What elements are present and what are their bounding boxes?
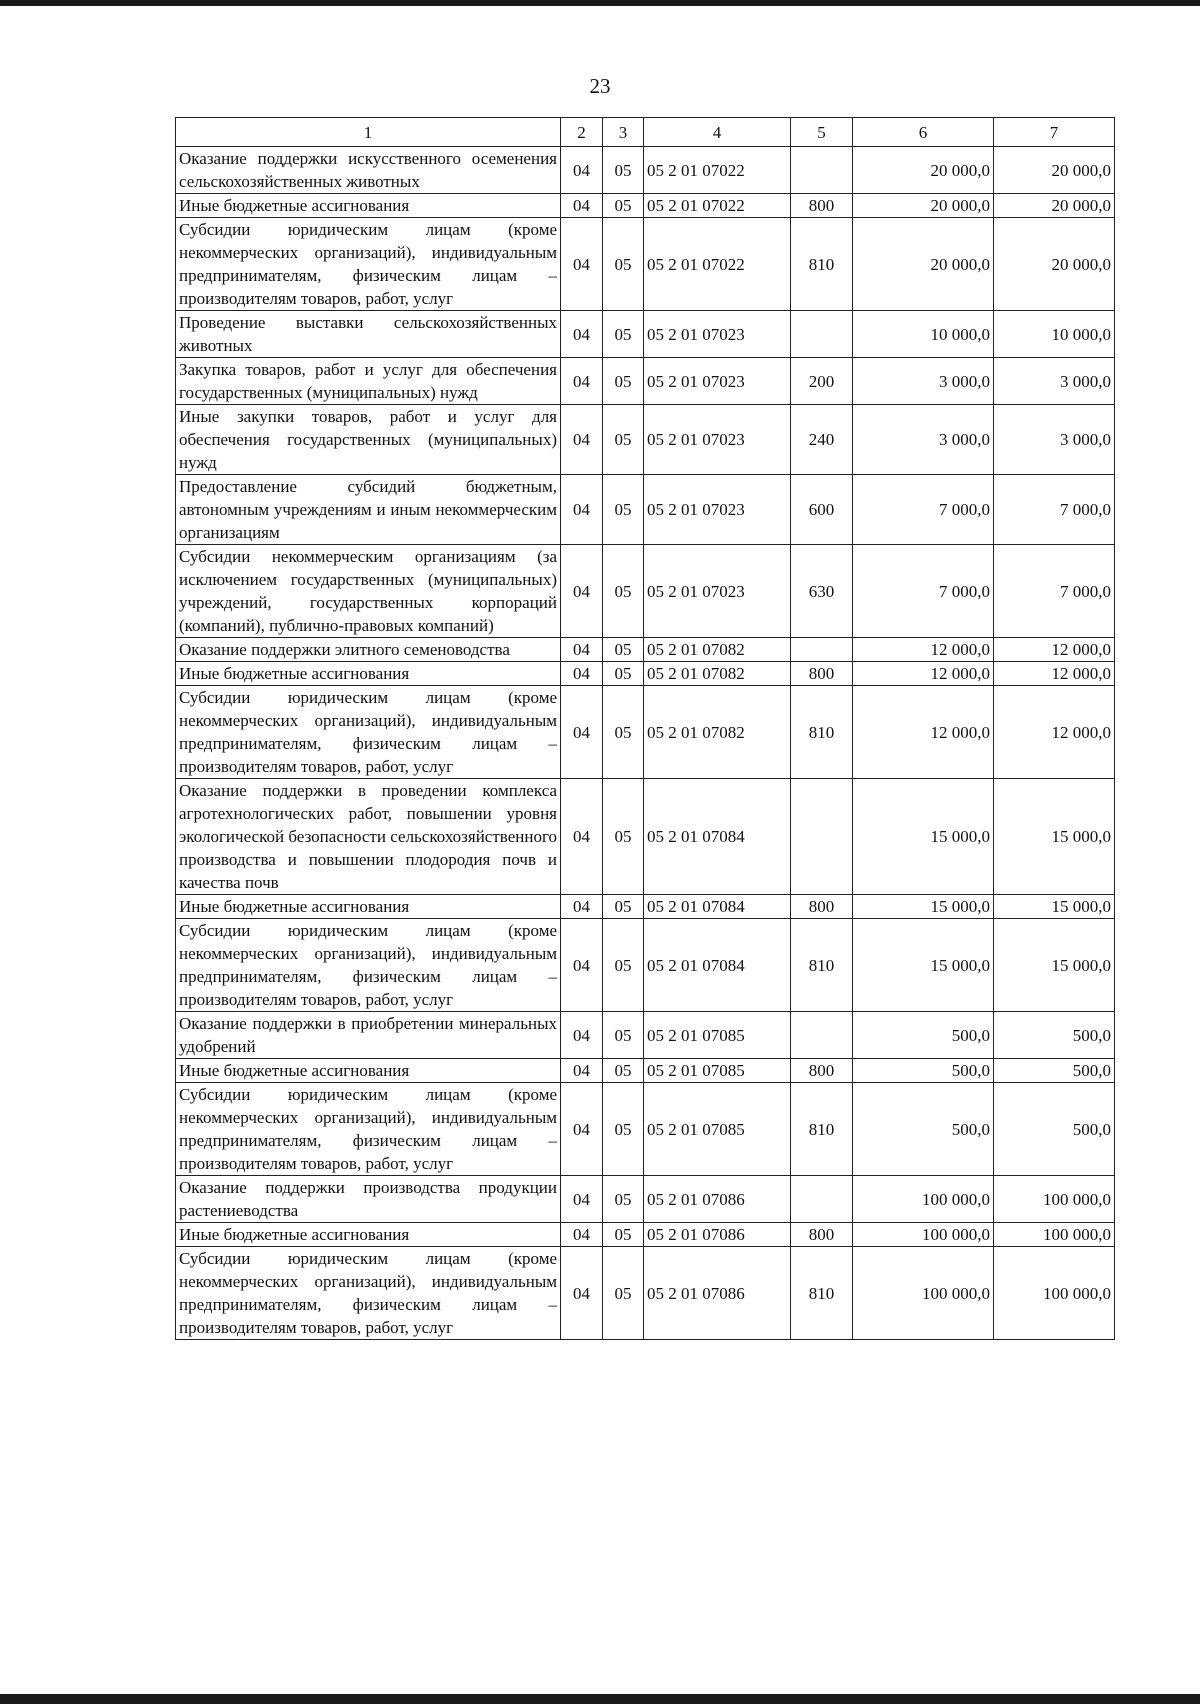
expense-type-cell: 800 <box>791 662 853 686</box>
row-name-cell: Оказание поддержки в проведении комплекса агротехнологических работ, повышении уровня экологической безопасности сельскохозяйственного производства и повышении плодородия почв и качества почв <box>176 779 561 895</box>
table-row <box>176 147 1115 194</box>
expense-type-cell: 800 <box>791 1223 853 1247</box>
table-row <box>176 1012 1115 1059</box>
amount-cell: 12 000,0 <box>994 662 1115 686</box>
target-article-cell: 05 2 01 07085 <box>644 1083 791 1176</box>
table-row <box>176 1176 1115 1223</box>
expense-type-cell: 810 <box>791 919 853 1012</box>
subsection-code-cell: 05 <box>603 405 644 475</box>
table-row <box>176 919 1115 1012</box>
target-article-cell: 05 2 01 07086 <box>644 1223 791 1247</box>
section-code-cell: 04 <box>561 779 603 895</box>
expense-type-cell: 800 <box>791 895 853 919</box>
subsection-code-cell: 05 <box>603 662 644 686</box>
amount-cell: 3 000,0 <box>994 405 1115 475</box>
table-row <box>176 311 1115 358</box>
table-row <box>176 638 1115 662</box>
row-name-cell: Оказание поддержки производства продукции растениеводства <box>176 1176 561 1223</box>
target-article-cell: 05 2 01 07085 <box>644 1012 791 1059</box>
table-row <box>176 1083 1115 1176</box>
row-name-cell: Оказание поддержки элитного семеноводства <box>176 638 561 662</box>
amount-cell: 15 000,0 <box>994 895 1115 919</box>
expense-type-cell: 200 <box>791 358 853 405</box>
target-article-cell: 05 2 01 07086 <box>644 1247 791 1340</box>
amount-cell: 7 000,0 <box>994 545 1115 638</box>
section-code-cell: 04 <box>561 405 603 475</box>
amount-cell: 100 000,0 <box>994 1176 1115 1223</box>
amount-cell: 3 000,0 <box>853 405 994 475</box>
expense-type-cell <box>791 1012 853 1059</box>
section-code-cell: 04 <box>561 147 603 194</box>
row-name-cell: Субсидии юридическим лицам (кроме некоммерческих организаций), индивидуальным предпринимателям, физическим лицам – производителям товаров, работ, услуг <box>176 686 561 779</box>
expense-type-cell <box>791 1176 853 1223</box>
expense-type-cell <box>791 311 853 358</box>
section-code-cell: 04 <box>561 686 603 779</box>
row-name-cell: Оказание поддержки искусственного осеменения сельскохозяйственных животных <box>176 147 561 194</box>
expense-type-cell: 810 <box>791 1083 853 1176</box>
subsection-code-cell: 05 <box>603 1223 644 1247</box>
target-article-cell: 05 2 01 07084 <box>644 895 791 919</box>
table-header-row <box>176 118 1115 147</box>
row-name-cell: Проведение выставки сельскохозяйственных животных <box>176 311 561 358</box>
amount-cell: 7 000,0 <box>853 475 994 545</box>
table-row <box>176 895 1115 919</box>
table-row <box>176 686 1115 779</box>
target-article-cell: 05 2 01 07084 <box>644 779 791 895</box>
amount-cell: 10 000,0 <box>994 311 1115 358</box>
row-name-cell: Оказание поддержки в приобретении минеральных удобрений <box>176 1012 561 1059</box>
column-header: 5 <box>791 118 853 147</box>
section-code-cell: 04 <box>561 1012 603 1059</box>
section-code-cell: 04 <box>561 311 603 358</box>
section-code-cell: 04 <box>561 1059 603 1083</box>
row-name-cell: Иные бюджетные ассигнования <box>176 1059 561 1083</box>
target-article-cell: 05 2 01 07023 <box>644 311 791 358</box>
subsection-code-cell: 05 <box>603 1247 644 1340</box>
table-row <box>176 1247 1115 1340</box>
subsection-code-cell: 05 <box>603 1083 644 1176</box>
subsection-code-cell: 05 <box>603 475 644 545</box>
amount-cell: 3 000,0 <box>853 358 994 405</box>
table-row <box>176 358 1115 405</box>
row-name-cell: Иные закупки товаров, работ и услуг для обеспечения государственных (муниципальных) нужд <box>176 405 561 475</box>
section-code-cell: 04 <box>561 545 603 638</box>
subsection-code-cell: 05 <box>603 686 644 779</box>
amount-cell: 15 000,0 <box>853 779 994 895</box>
amount-cell: 7 000,0 <box>994 475 1115 545</box>
amount-cell: 15 000,0 <box>853 895 994 919</box>
expense-type-cell: 240 <box>791 405 853 475</box>
subsection-code-cell: 05 <box>603 919 644 1012</box>
amount-cell: 3 000,0 <box>994 358 1115 405</box>
amount-cell: 7 000,0 <box>853 545 994 638</box>
target-article-cell: 05 2 01 07023 <box>644 405 791 475</box>
expense-type-cell: 600 <box>791 475 853 545</box>
target-article-cell: 05 2 01 07022 <box>644 194 791 218</box>
subsection-code-cell: 05 <box>603 194 644 218</box>
expense-type-cell: 800 <box>791 194 853 218</box>
row-name-cell: Субсидии юридическим лицам (кроме некоммерческих организаций), индивидуальным предпринимателям, физическим лицам – производителям товаров, работ, услуг <box>176 919 561 1012</box>
section-code-cell: 04 <box>561 1247 603 1340</box>
subsection-code-cell: 05 <box>603 779 644 895</box>
subsection-code-cell: 05 <box>603 358 644 405</box>
amount-cell: 12 000,0 <box>994 686 1115 779</box>
table-row <box>176 1059 1115 1083</box>
section-code-cell: 04 <box>561 895 603 919</box>
expense-type-cell <box>791 638 853 662</box>
expense-type-cell: 810 <box>791 218 853 311</box>
amount-cell: 100 000,0 <box>994 1247 1115 1340</box>
section-code-cell: 04 <box>561 1176 603 1223</box>
amount-cell: 100 000,0 <box>853 1176 994 1223</box>
subsection-code-cell: 05 <box>603 545 644 638</box>
amount-cell: 15 000,0 <box>994 919 1115 1012</box>
table-row <box>176 475 1115 545</box>
amount-cell: 100 000,0 <box>853 1223 994 1247</box>
amount-cell: 20 000,0 <box>994 147 1115 194</box>
amount-cell: 12 000,0 <box>853 686 994 779</box>
subsection-code-cell: 05 <box>603 638 644 662</box>
section-code-cell: 04 <box>561 662 603 686</box>
column-header: 1 <box>176 118 561 147</box>
amount-cell: 20 000,0 <box>853 194 994 218</box>
row-name-cell: Субсидии юридическим лицам (кроме некоммерческих организаций), индивидуальным предпринимателям, физическим лицам – производителям товаров, работ, услуг <box>176 1247 561 1340</box>
row-name-cell: Субсидии юридическим лицам (кроме некоммерческих организаций), индивидуальным предпринимателям, физическим лицам – производителям товаров, работ, услуг <box>176 218 561 311</box>
amount-cell: 12 000,0 <box>853 638 994 662</box>
table-row <box>176 779 1115 895</box>
subsection-code-cell: 05 <box>603 218 644 311</box>
row-name-cell: Субсидии некоммерческим организациям (за исключением государственных (муниципальных) учреждений, государственных корпораций (компаний), публично-правовых компаний) <box>176 545 561 638</box>
table-row <box>176 194 1115 218</box>
expense-type-cell: 810 <box>791 1247 853 1340</box>
subsection-code-cell: 05 <box>603 147 644 194</box>
section-code-cell: 04 <box>561 218 603 311</box>
amount-cell: 20 000,0 <box>853 218 994 311</box>
target-article-cell: 05 2 01 07082 <box>644 638 791 662</box>
subsection-code-cell: 05 <box>603 1012 644 1059</box>
expense-type-cell: 810 <box>791 686 853 779</box>
expense-type-cell: 630 <box>791 545 853 638</box>
amount-cell: 10 000,0 <box>853 311 994 358</box>
row-name-cell: Иные бюджетные ассигнования <box>176 1223 561 1247</box>
amount-cell: 100 000,0 <box>853 1247 994 1340</box>
target-article-cell: 05 2 01 07086 <box>644 1176 791 1223</box>
amount-cell: 500,0 <box>994 1012 1115 1059</box>
table-row <box>176 1223 1115 1247</box>
section-code-cell: 04 <box>561 1083 603 1176</box>
amount-cell: 15 000,0 <box>853 919 994 1012</box>
amount-cell: 12 000,0 <box>994 638 1115 662</box>
page-bottom-border <box>0 1694 1200 1704</box>
amount-cell: 500,0 <box>853 1059 994 1083</box>
subsection-code-cell: 05 <box>603 311 644 358</box>
target-article-cell: 05 2 01 07084 <box>644 919 791 1012</box>
amount-cell: 500,0 <box>994 1083 1115 1176</box>
page-number: 23 <box>589 74 611 98</box>
subsection-code-cell: 05 <box>603 1176 644 1223</box>
column-header: 2 <box>561 118 603 147</box>
column-header: 3 <box>603 118 644 147</box>
table-row <box>176 545 1115 638</box>
section-code-cell: 04 <box>561 194 603 218</box>
target-article-cell: 05 2 01 07082 <box>644 686 791 779</box>
target-article-cell: 05 2 01 07022 <box>644 147 791 194</box>
subsection-code-cell: 05 <box>603 895 644 919</box>
table-row <box>176 218 1115 311</box>
amount-cell: 100 000,0 <box>994 1223 1115 1247</box>
target-article-cell: 05 2 01 07023 <box>644 358 791 405</box>
row-name-cell: Иные бюджетные ассигнования <box>176 194 561 218</box>
amount-cell: 500,0 <box>853 1012 994 1059</box>
expense-type-cell <box>791 779 853 895</box>
expense-type-cell <box>791 147 853 194</box>
amount-cell: 12 000,0 <box>853 662 994 686</box>
amount-cell: 500,0 <box>853 1083 994 1176</box>
section-code-cell: 04 <box>561 1223 603 1247</box>
target-article-cell: 05 2 01 07082 <box>644 662 791 686</box>
row-name-cell: Закупка товаров, работ и услуг для обеспечения государственных (муниципальных) нужд <box>176 358 561 405</box>
row-name-cell: Иные бюджетные ассигнования <box>176 895 561 919</box>
section-code-cell: 04 <box>561 919 603 1012</box>
section-code-cell: 04 <box>561 358 603 405</box>
row-name-cell: Предоставление субсидий бюджетным, автономным учреждениям и иным некоммерческим организациям <box>176 475 561 545</box>
column-header: 6 <box>853 118 994 147</box>
table-row <box>176 405 1115 475</box>
target-article-cell: 05 2 01 07023 <box>644 475 791 545</box>
target-article-cell: 05 2 01 07023 <box>644 545 791 638</box>
target-article-cell: 05 2 01 07022 <box>644 218 791 311</box>
section-code-cell: 04 <box>561 475 603 545</box>
column-header: 7 <box>994 118 1115 147</box>
subsection-code-cell: 05 <box>603 1059 644 1083</box>
amount-cell: 20 000,0 <box>994 218 1115 311</box>
amount-cell: 20 000,0 <box>853 147 994 194</box>
amount-cell: 20 000,0 <box>994 194 1115 218</box>
amount-cell: 500,0 <box>994 1059 1115 1083</box>
table-row <box>176 662 1115 686</box>
row-name-cell: Иные бюджетные ассигнования <box>176 662 561 686</box>
target-article-cell: 05 2 01 07085 <box>644 1059 791 1083</box>
budget-table <box>175 117 1115 1340</box>
column-header: 4 <box>644 118 791 147</box>
expense-type-cell: 800 <box>791 1059 853 1083</box>
section-code-cell: 04 <box>561 638 603 662</box>
page-top-border <box>0 0 1200 6</box>
row-name-cell: Субсидии юридическим лицам (кроме некоммерческих организаций), индивидуальным предпринимателям, физическим лицам – производителям товаров, работ, услуг <box>176 1083 561 1176</box>
amount-cell: 15 000,0 <box>994 779 1115 895</box>
